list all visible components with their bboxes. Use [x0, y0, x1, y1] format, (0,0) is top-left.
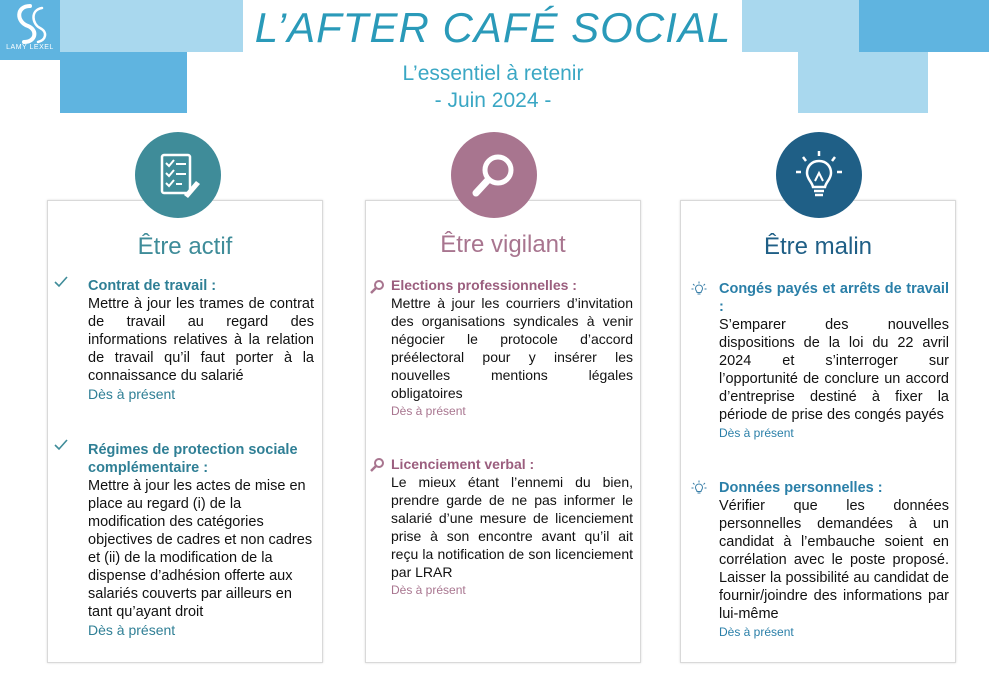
column-title: Être vigilant [440, 231, 566, 258]
item-date: Dès à présent [88, 622, 176, 638]
magnifier-icon [467, 148, 521, 202]
checklist-icon [152, 149, 204, 201]
list-item [391, 455, 633, 599]
column-icon-circle [135, 132, 221, 218]
header-deco-block [859, 0, 989, 52]
list-item [88, 441, 314, 639]
column-card-malin [680, 200, 956, 663]
item-body: Mettre à jour les courriers d’invitation des organisations syndicales à venir négocier le protocole d’accord préélectoral pour y insérer les nouvelles mentions légales obligatoires [391, 295, 633, 401]
item-body: Mettre à jour les trames de contrat de travail au regard des informations relatives à la relation de travail qu’il faut porter à la connaissance du salarié [88, 296, 314, 384]
subtitle-line: L’essentiel à retenir [402, 62, 584, 85]
magnifier-icon [369, 279, 385, 295]
item-body: Mettre à jour les actes de mise en place au regard (i) de la modification des catégories objectives de cadres et non cadres et (ii) de la modification de la dispense d’adhésion offerte aux salariés couverts par ailleurs en tant qu’ayant droit [88, 478, 313, 620]
item-body: Vérifier que les données personnelles demandées à un candidat à l’embauche soient en corrélation avec le poste proposé. Laisser la possibilité au candidat de fournir/joindre des informations par lui-même [719, 498, 949, 622]
item-heading: Contrat de travail : [88, 278, 217, 294]
page-subtitle [243, 60, 743, 114]
logo-text: LAMY LEXEL [6, 44, 54, 51]
item-body: S’emparer des nouvelles dispositions de la loi du 22 avril 2024 et s’interroger sur l’opportunité de conclure un accord d’entreprise destiné à fixer la période de prise des congés payés [719, 317, 949, 423]
item-heading: Elections professionnelles : [391, 277, 577, 293]
item-date: Dès à présent [719, 426, 794, 440]
column-title: Être malin [763, 233, 873, 260]
magnifier-icon [369, 457, 385, 473]
item-heading: Licenciement verbal : [391, 456, 535, 472]
checkmark-icon [53, 437, 69, 453]
header-deco-block [742, 0, 859, 52]
list-item [719, 280, 949, 442]
lightbulb-icon [791, 147, 847, 203]
item-date: Dès à présent [719, 625, 794, 639]
column-icon-circle [451, 132, 537, 218]
page-title: L’AFTER CAFÉ SOCIAL [254, 4, 732, 51]
item-heading: Régimes de protection sociale complémentaire : [88, 442, 298, 476]
logo-mark-icon [2, 2, 58, 60]
item-date: Dès à présent [391, 583, 466, 597]
column-card-actif [47, 200, 323, 663]
subtitle-date: - Juin 2024 - [434, 89, 552, 112]
item-heading: Données personnelles : [719, 480, 883, 496]
list-item [88, 277, 314, 403]
checkmark-icon [53, 274, 69, 290]
lightbulb-icon [691, 281, 707, 297]
item-body: Le mieux étant l’ennemi du bien, prendre garde de ne pas informer le salarié d’une mesure de licenciement prise à son encontre avant qu’il ait reçu la notification de son licenciement par LRAR [391, 474, 633, 580]
column-icon-circle [776, 132, 862, 218]
column-title: Être actif [137, 233, 233, 260]
lightbulb-icon [691, 480, 707, 496]
list-item [719, 479, 949, 641]
header-deco-block [798, 52, 928, 113]
item-date: Dès à présent [88, 386, 176, 402]
item-heading: Congés payés et arrêts de travail : [719, 281, 949, 315]
column-card-vigilant [365, 200, 641, 663]
header-deco-block [60, 52, 187, 113]
item-date: Dès à présent [391, 404, 466, 418]
list-item [391, 276, 633, 420]
